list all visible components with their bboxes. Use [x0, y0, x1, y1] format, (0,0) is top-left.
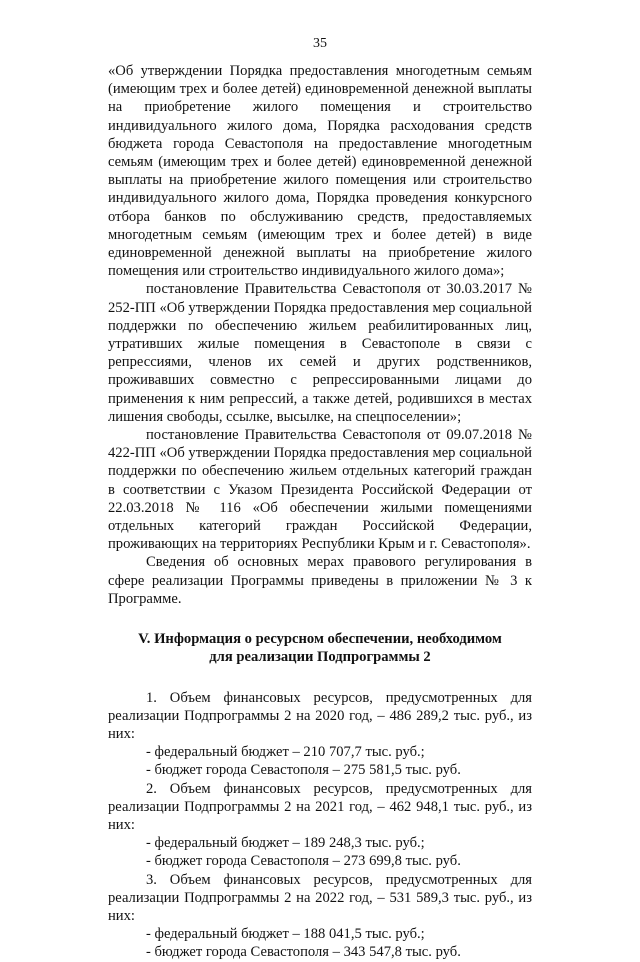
- section-heading-line-2: для реализации Подпрограммы 2: [209, 649, 431, 666]
- funding-item-2021: [108, 780, 532, 871]
- funding-intro: 3. Объем финансовых ресурсов, предусмотренных для реализации Подпрограммы 2 на 2022 год, – 531 589,3 тыс. руб., из них:: [108, 871, 532, 924]
- spacer: [108, 667, 532, 689]
- page-number: 35: [313, 36, 327, 51]
- paragraph-decree-list-continuation: «Об утверждении Порядка предоставления многодетным семьям (имеющим трех и более детей) единовременной денежной выплаты на приобретение жилого помещения и строительство индивидуального жилого дома, Порядка расходования средств бюджета города Севастополя на предоставление многодетным семьям (имеющим трех и более детей) единовременной денежной выплаты на приобретение жилого помещения или строительство индивидуального жилого дома, Порядка проведения конкурсного отбора банков по обслуживанию средств, предоставляемых многодетным семьям (имеющим трех и более детей) в виде единовременной денежной выплаты на приобретение жилого помещения или строительство индивидуального жилого дома»;: [108, 63, 532, 280]
- paragraph-legal-regulation-info: Сведения об основных мерах правового регулирования в сфере реализации Программы приведены в приложении № 3 к Программе.: [108, 554, 532, 607]
- funding-federal-budget: - федеральный бюджет – 189 248,3 тыс. руб.;: [146, 835, 425, 852]
- funding-item-2022: [108, 871, 532, 962]
- funding-city-budget: - бюджет города Севастополя – 275 581,5 тыс. руб.: [146, 762, 461, 779]
- funding-federal-budget: - федеральный бюджет – 188 041,5 тыс. руб.;: [146, 926, 425, 943]
- funding-intro: 1. Объем финансовых ресурсов, предусмотренных для реализации Подпрограммы 2 на 2020 год, – 486 289,2 тыс. руб., из них:: [108, 689, 532, 742]
- funding-city-budget: - бюджет города Севастополя – 343 547,8 тыс. руб.: [146, 944, 461, 961]
- paragraph-decree-252: постановление Правительства Севастополя от 30.03.2017 № 252-ПП «Об утверждении Порядка предоставления мер социальной поддержки по обеспечению жильем реабилитированных лиц, утративших жилые помещения в Севастополе в связи с репрессиями, членов их семей и других родственников, проживавших совместно с репрессированными лицами до применения к ним репрессий, а также детей, родившихся в местах лишения свободы, ссылке, высылке, на спецпоселении»;: [108, 281, 532, 425]
- section-heading-line-1: V. Информация о ресурсном обеспечении, необходимом: [138, 631, 502, 648]
- spacer: [108, 608, 532, 630]
- funding-federal-budget: - федеральный бюджет – 210 707,7 тыс. руб.;: [146, 744, 425, 761]
- funding-intro: 2. Объем финансовых ресурсов, предусмотренных для реализации Подпрограммы 2 на 2021 год, – 462 948,1 тыс. руб., из них:: [108, 780, 532, 833]
- page-body: [108, 62, 532, 962]
- paragraph-decree-422: постановление Правительства Севастополя от 09.07.2018 № 422-ПП «Об утверждении Порядка предоставления мер социальной поддержки по обеспечению жильем отдельных категорий граждан в соответствии с Указом Президента Российской Федерации от 22.03.2018 № 116 «Об обеспечении жилыми помещениями отдельных категорий граждан Российской Федерации, проживающих на территориях Республики Крым и г. Севастополя».: [108, 427, 532, 553]
- funding-city-budget: - бюджет города Севастополя – 273 699,8 тыс. руб.: [146, 853, 461, 870]
- funding-item-2020: [108, 689, 532, 780]
